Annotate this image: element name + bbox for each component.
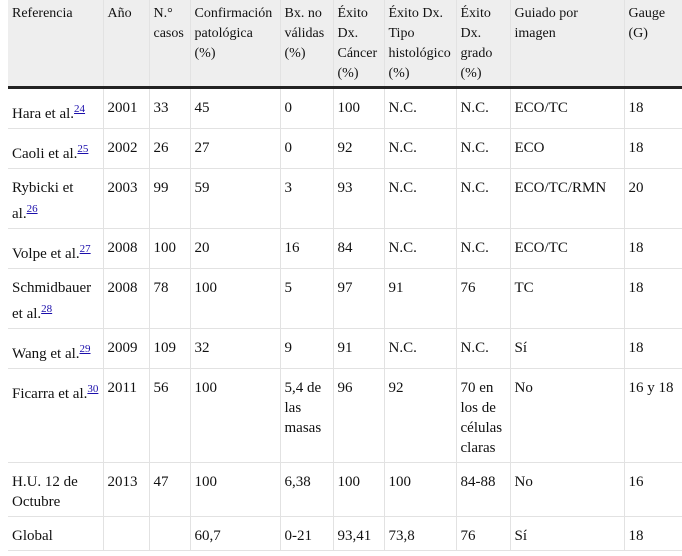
table-cell: 47 — [149, 463, 190, 517]
table-cell: 16 — [624, 463, 682, 517]
table-cell: 9 — [280, 329, 333, 369]
col-header-guiado: Guiado por imagen — [510, 0, 624, 88]
table-cell: No — [510, 463, 624, 517]
table-cell: 2008 — [103, 229, 149, 269]
cell-referencia — [8, 229, 103, 269]
cell-referencia — [8, 369, 103, 463]
cell-referencia — [8, 517, 103, 551]
citation-link[interactable]: 25 — [77, 143, 89, 155]
reference-text: Wang et al. — [12, 346, 80, 362]
table-row — [8, 129, 682, 169]
table-cell: 18 — [624, 229, 682, 269]
table-cell — [103, 517, 149, 551]
table-row — [8, 463, 682, 517]
table-cell: N.C. — [456, 229, 510, 269]
reference-text: Volpe et al. — [12, 246, 80, 262]
table-cell: 91 — [384, 269, 456, 329]
table-cell: 100 — [190, 369, 280, 463]
table-cell: 109 — [149, 329, 190, 369]
table-cell: N.C. — [384, 329, 456, 369]
reference-text: Hara et al. — [12, 106, 75, 122]
table-cell: 18 — [624, 329, 682, 369]
cell-referencia — [8, 88, 103, 129]
table-cell — [149, 517, 190, 551]
table-cell: 2013 — [103, 463, 149, 517]
cell-referencia — [8, 169, 103, 229]
table-cell: 2009 — [103, 329, 149, 369]
table-cell: 84 — [333, 229, 384, 269]
table-cell: 3 — [280, 169, 333, 229]
table-row — [8, 517, 682, 551]
table-cell: 0-21 — [280, 517, 333, 551]
col-header-bx-no-validas: Bx. no válidas (%) — [280, 0, 333, 88]
cell-referencia — [8, 269, 103, 329]
reference-text: Caoli et al. — [12, 146, 78, 162]
table-cell: 16 — [280, 229, 333, 269]
col-header-casos: N.° casos — [149, 0, 190, 88]
citation-link[interactable]: 27 — [79, 243, 91, 255]
table-cell: N.C. — [456, 329, 510, 369]
table-cell: 93 — [333, 169, 384, 229]
table-cell: 60,7 — [190, 517, 280, 551]
table-cell: No — [510, 369, 624, 463]
table-cell: 27 — [190, 129, 280, 169]
table-cell: 100 — [333, 88, 384, 129]
table-cell: 33 — [149, 88, 190, 129]
header-row — [8, 0, 682, 88]
reference-text: H.U. 12 de Octubre — [12, 474, 78, 510]
table-cell: 92 — [384, 369, 456, 463]
table-row — [8, 229, 682, 269]
table-cell: 56 — [149, 369, 190, 463]
table-cell: TC — [510, 269, 624, 329]
col-header-exito-tipo: Éxito Dx. Tipo histológico (%) — [384, 0, 456, 88]
reference-text: Global — [12, 528, 53, 544]
table-cell: 6,38 — [280, 463, 333, 517]
col-header-referencia: Referencia — [8, 0, 103, 88]
table-cell: 0 — [280, 88, 333, 129]
table-cell: 45 — [190, 88, 280, 129]
table-cell: 84-88 — [456, 463, 510, 517]
table-cell: N.C. — [384, 129, 456, 169]
col-header-gauge: Gauge (G) — [624, 0, 682, 88]
table-cell: 18 — [624, 517, 682, 551]
citation-link[interactable]: 24 — [74, 103, 86, 115]
table-row — [8, 369, 682, 463]
table-cell: N.C. — [456, 88, 510, 129]
table-row — [8, 269, 682, 329]
table-cell: 18 — [624, 129, 682, 169]
col-header-exito-grado: Éxito Dx. grado (%) — [456, 0, 510, 88]
table-cell: 70 en los de células claras — [456, 369, 510, 463]
table-cell: 100 — [149, 229, 190, 269]
table-cell: 32 — [190, 329, 280, 369]
table-cell: 0 — [280, 129, 333, 169]
reference-text: Ficarra et al. — [12, 386, 88, 402]
table-cell: ECO — [510, 129, 624, 169]
table-cell: 20 — [624, 169, 682, 229]
table-cell: ECO/TC/RMN — [510, 169, 624, 229]
table-row — [8, 329, 682, 369]
table-cell: 100 — [190, 463, 280, 517]
cell-referencia — [8, 129, 103, 169]
table-cell: 73,8 — [384, 517, 456, 551]
table-cell: 92 — [333, 129, 384, 169]
table-row — [8, 169, 682, 229]
table-cell: N.C. — [456, 169, 510, 229]
table-cell: N.C. — [384, 169, 456, 229]
table-cell: 100 — [333, 463, 384, 517]
table-cell: 93,41 — [333, 517, 384, 551]
table-cell: 76 — [456, 269, 510, 329]
table-cell: ECO/TC — [510, 229, 624, 269]
table-cell: 5 — [280, 269, 333, 329]
table-cell: 100 — [384, 463, 456, 517]
table-cell: N.C. — [384, 88, 456, 129]
table-cell: Sí — [510, 329, 624, 369]
table-cell: 99 — [149, 169, 190, 229]
table-cell: 2011 — [103, 369, 149, 463]
table-cell: 2002 — [103, 129, 149, 169]
reference-text: Rybicki et al. — [12, 180, 74, 222]
table-cell: 78 — [149, 269, 190, 329]
citation-link[interactable]: 29 — [79, 343, 91, 355]
cell-referencia — [8, 329, 103, 369]
table-cell: 76 — [456, 517, 510, 551]
table-cell: 26 — [149, 129, 190, 169]
table-cell: 18 — [624, 88, 682, 129]
table-cell: 59 — [190, 169, 280, 229]
table-cell: 100 — [190, 269, 280, 329]
table-cell: 91 — [333, 329, 384, 369]
study-table — [8, 0, 682, 551]
table-cell: 2001 — [103, 88, 149, 129]
table-cell: N.C. — [384, 229, 456, 269]
cell-referencia — [8, 463, 103, 517]
table-cell: 16 y 18 — [624, 369, 682, 463]
citation-link[interactable]: 26 — [26, 203, 38, 215]
table-cell: 18 — [624, 269, 682, 329]
citation-link[interactable]: 30 — [87, 383, 99, 395]
table-cell: 96 — [333, 369, 384, 463]
citation-link[interactable]: 28 — [41, 303, 53, 315]
table-cell: 5,4 de las masas — [280, 369, 333, 463]
col-header-confirmacion: Confirmación patológica (%) — [190, 0, 280, 88]
table-row — [8, 88, 682, 129]
table-cell: 2003 — [103, 169, 149, 229]
reference-text: Schmidbauer et al. — [12, 280, 92, 322]
col-header-exito-cancer: Éxito Dx. Cáncer (%) — [333, 0, 384, 88]
table-cell: 97 — [333, 269, 384, 329]
table-cell: ECO/TC — [510, 88, 624, 129]
table-cell: N.C. — [456, 129, 510, 169]
table-cell: 2008 — [103, 269, 149, 329]
table-cell: 20 — [190, 229, 280, 269]
table-cell: Sí — [510, 517, 624, 551]
col-header-ano: Año — [103, 0, 149, 88]
